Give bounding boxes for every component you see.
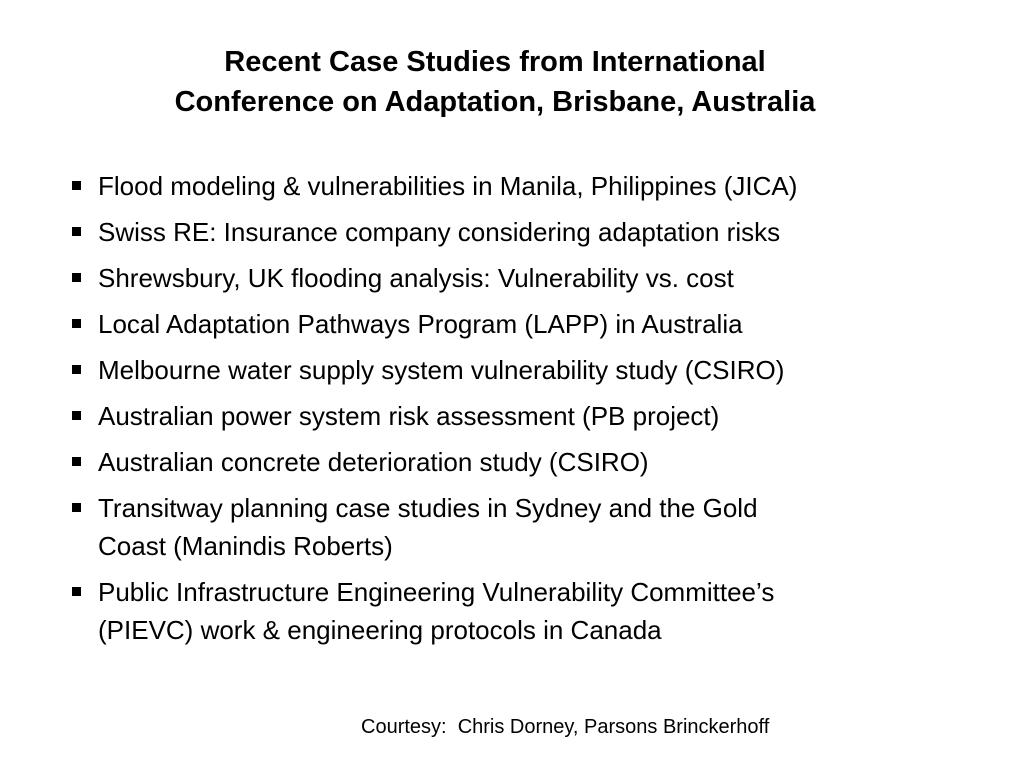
square-bullet-icon	[72, 181, 81, 190]
bullet-list	[70, 167, 970, 657]
square-bullet-icon	[72, 503, 81, 512]
bullet-item-1	[70, 167, 970, 205]
bullet-text: Public Infrastructure Engineering Vulnerability Committee’s	[98, 577, 775, 607]
bullet-item-4	[70, 305, 970, 343]
bullet-text-continued: Coast (Manindis Roberts)	[98, 531, 393, 561]
square-bullet-icon	[72, 457, 81, 466]
bullet-text: Swiss RE: Insurance company considering adaptation risks	[98, 217, 781, 247]
bullet-item-9	[70, 573, 970, 649]
courtesy-credit: Courtesy: Chris Dorney, Parsons Brinckerhoff	[361, 716, 770, 738]
square-bullet-icon	[72, 365, 81, 374]
bullet-text: Flood modeling & vulnerabilities in Manila, Philippines (JICA)	[98, 171, 798, 201]
bullet-text: Australian power system risk assessment (PB project)	[98, 401, 720, 431]
slide-title	[0, 42, 990, 122]
bullet-item-6	[70, 397, 970, 435]
bullet-item-7	[70, 443, 970, 481]
title-line-2: Conference on Adaptation, Brisbane, Australia	[174, 86, 816, 118]
square-bullet-icon	[72, 227, 81, 236]
bullet-item-8	[70, 489, 970, 565]
square-bullet-icon	[72, 273, 81, 282]
bullet-text: Shrewsbury, UK flooding analysis: Vulnerability vs. cost	[98, 263, 734, 293]
bullet-text-continued: (PIEVC) work & engineering protocols in Canada	[98, 615, 662, 645]
bullet-text: Australian concrete deterioration study (CSIRO)	[98, 447, 649, 477]
square-bullet-icon	[72, 319, 81, 328]
bullet-item-3	[70, 259, 970, 297]
square-bullet-icon	[72, 411, 81, 420]
bullet-text: Melbourne water supply system vulnerability study (CSIRO)	[98, 355, 785, 385]
square-bullet-icon	[72, 587, 81, 596]
title-line-1: Recent Case Studies from International	[224, 46, 766, 78]
bullet-text: Local Adaptation Pathways Program (LAPP) in Australia	[98, 309, 743, 339]
bullet-text: Transitway planning case studies in Sydney and the Gold	[98, 493, 758, 523]
bullet-item-5	[70, 351, 970, 389]
bullet-item-2	[70, 213, 970, 251]
